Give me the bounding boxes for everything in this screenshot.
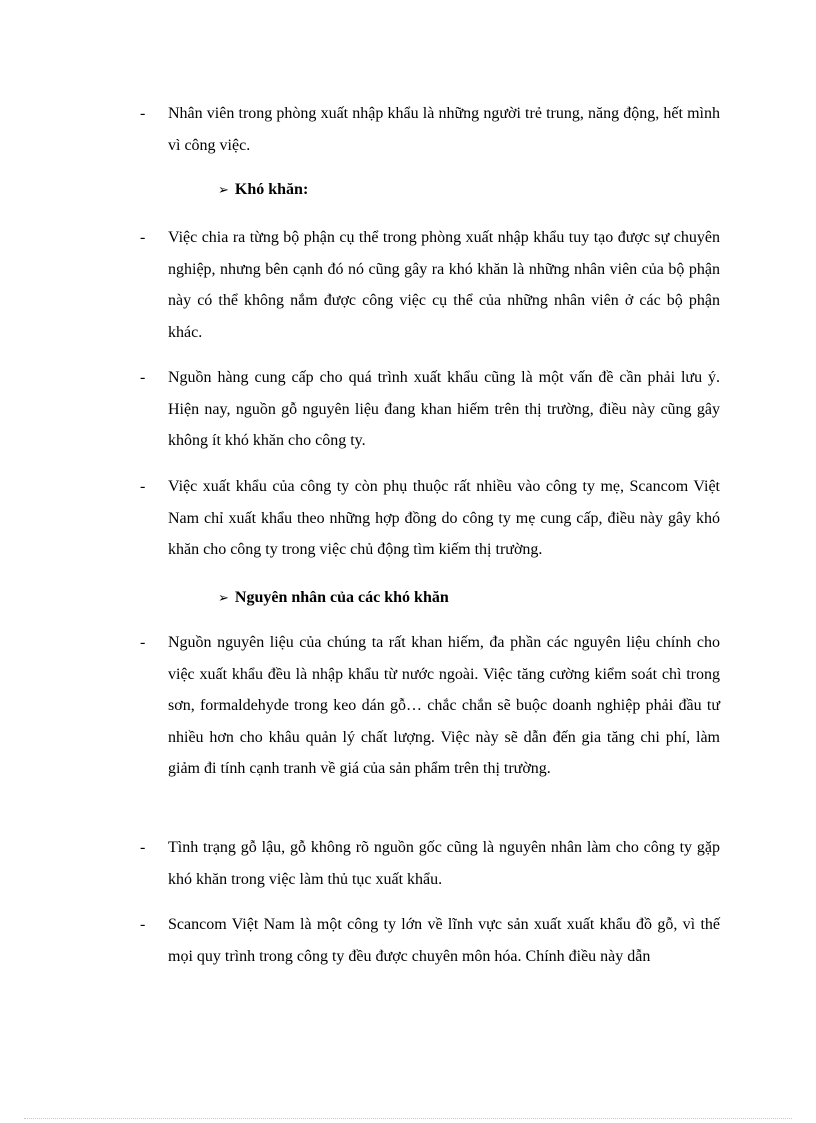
paragraph-text: Tình trạng gỗ lậu, gỗ không rõ nguồn gốc cũng là nguyên nhân làm cho công ty gặp khó khăn trong việc làm thủ tục xuất khẩu. — [168, 839, 720, 888]
paragraph-text: Nguồn nguyên liệu của chúng ta rất khan hiếm, đa phần các nguyên liệu chính cho việc xuất khẩu đều là nhập khẩu từ nước ngoài. Việc tăng cường kiểm soát chì trong sơn, formaldehyde trong keo dán gỗ… chắc chắn sẽ buộc doanh nghiệp phải đầu tư nhiều hơn cho khâu quản lý chất lượng. Việc này sẽ dẫn đến gia tăng chi phí, làm giảm đi tính cạnh tranh về giá của sản phẩm trên thị trường. — [168, 634, 720, 777]
paragraph-text: Việc chia ra từng bộ phận cụ thể trong phòng xuất nhập khẩu tuy tạo được sự chuyên nghiệp, nhưng bên cạnh đó nó cũng gây ra khó khăn là những nhân viên của bộ phận này có thể không nắm được công việc cụ thể của những nhân viên ở các bộ phận khác. — [168, 229, 720, 341]
page-bottom-divider — [24, 1118, 792, 1119]
bullet-paragraph — [140, 222, 720, 348]
section-heading-causes — [218, 586, 449, 611]
paragraph-text: Việc xuất khẩu của công ty còn phụ thuộc rất nhiều vào công ty mẹ, Scancom Việt Nam chỉ xuất khẩu theo những hợp đồng do công ty mẹ cung cấp, điều này gây khó khăn cho công ty trong việc chủ động tìm kiếm thị trường. — [168, 478, 720, 558]
bullet-dash: - — [140, 916, 146, 933]
paragraph-text: Scancom Việt Nam là một công ty lớn về lĩnh vực sản xuất xuất khẩu đồ gỗ, vì thế mọi quy trình trong công ty đều được chuyên môn hóa. Chính điều này dẫn — [168, 916, 720, 965]
bullet-dash: - — [140, 105, 146, 122]
bullet-paragraph — [140, 832, 720, 895]
section-heading-difficulties — [218, 178, 308, 203]
paragraph-text: Nhân viên trong phòng xuất nhập khẩu là những người trẻ trung, năng động, hết mình vì công việc. — [168, 105, 720, 154]
arrow-bullet-icon: ➢ — [218, 183, 229, 198]
paragraph-text: Nguồn hàng cung cấp cho quá trình xuất khẩu cũng là một vấn đề cần phải lưu ý. Hiện nay, nguồn gỗ nguyên liệu đang khan hiếm trên thị trường, điều này cũng gây không ít khó khăn cho công ty. — [168, 369, 720, 449]
bullet-dash: - — [140, 229, 146, 246]
heading-text: Nguyên nhân của các khó khăn — [234, 589, 449, 606]
bullet-dash: - — [140, 369, 146, 386]
bullet-paragraph — [140, 98, 720, 161]
bullet-dash: - — [140, 478, 146, 495]
bullet-paragraph — [140, 627, 720, 785]
bullet-dash: - — [140, 839, 146, 856]
bullet-paragraph — [140, 362, 720, 457]
heading-text: Khó khăn: — [234, 181, 309, 198]
arrow-bullet-icon: ➢ — [218, 591, 229, 606]
bullet-dash: - — [140, 634, 146, 651]
bullet-paragraph — [140, 909, 720, 972]
bullet-paragraph — [140, 471, 720, 566]
